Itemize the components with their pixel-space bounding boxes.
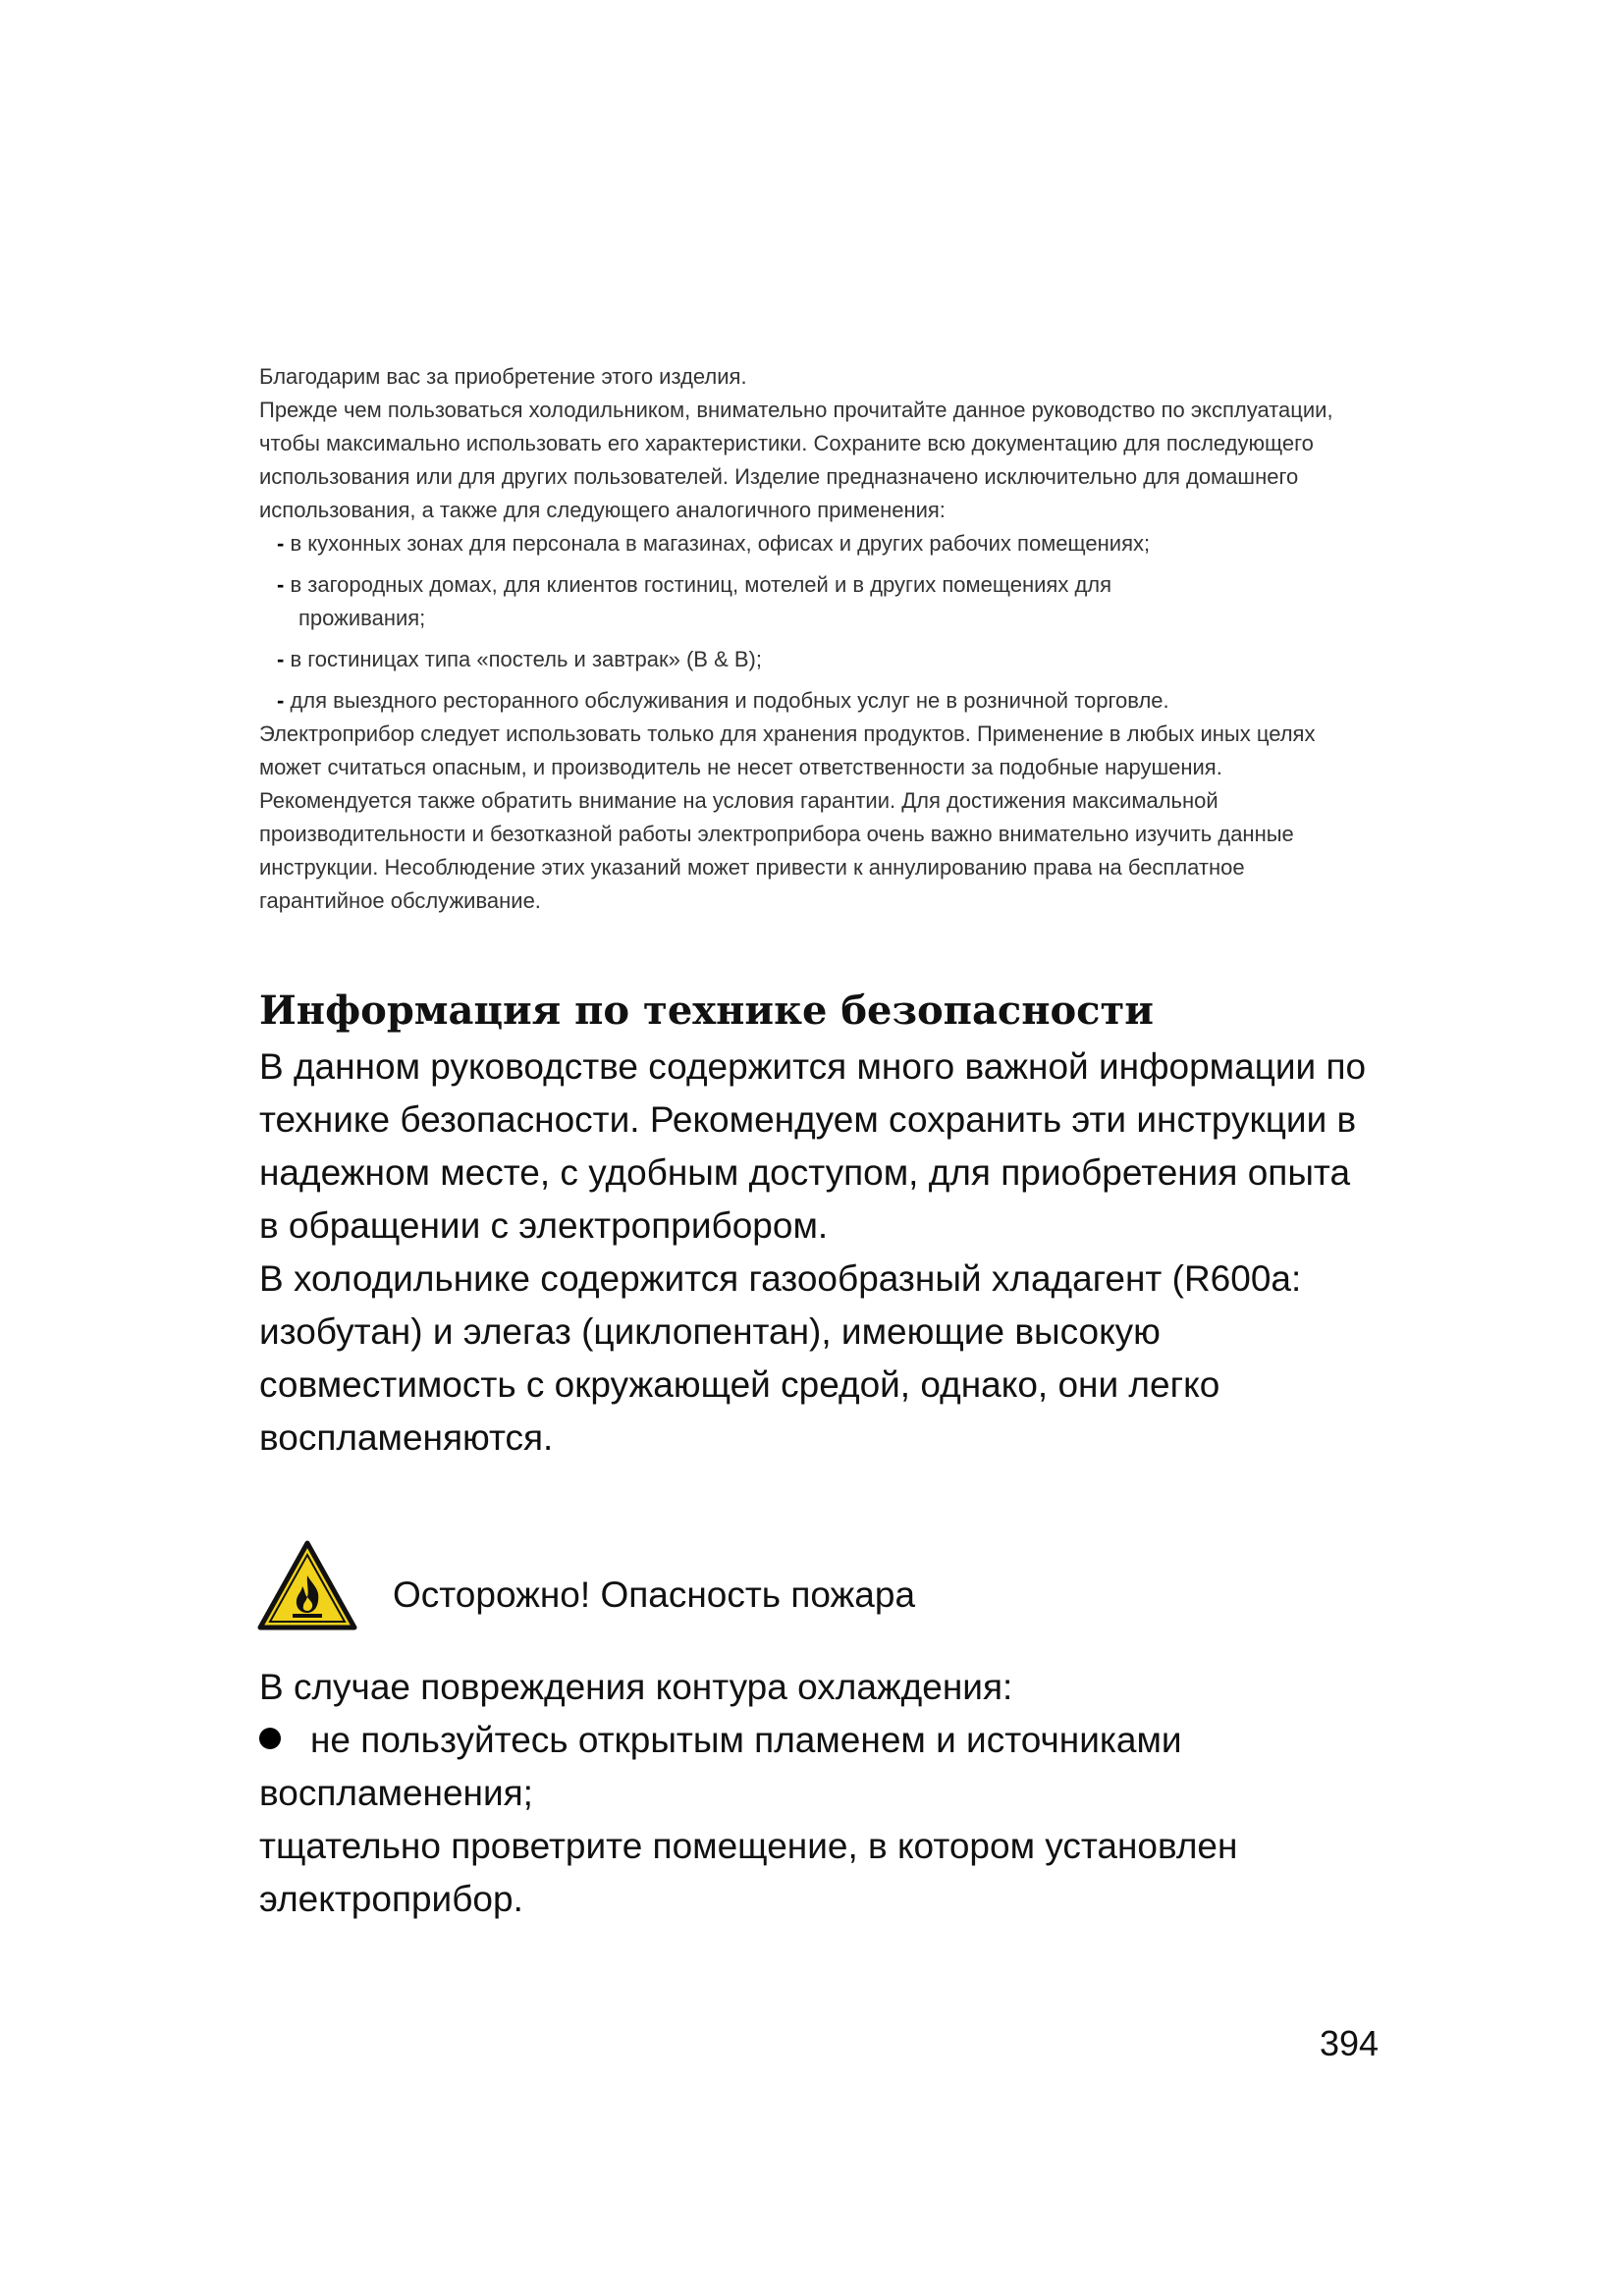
intro-bullet xyxy=(259,527,1359,561)
safety-heading: Информация по технике безопасности xyxy=(259,988,1154,1034)
bullet-text-continuation: проживания; xyxy=(298,606,426,630)
intro-thanks: Благодарим вас за приобретение этого изделия. xyxy=(259,364,747,389)
intro-bullet xyxy=(259,684,1359,718)
bullet-dash: - xyxy=(277,572,285,597)
damage-bullet xyxy=(259,1714,1369,1820)
damage-instructions xyxy=(259,1661,1369,1926)
intro-paragraph-1: Прежде чем пользоваться холодильником, внимательно прочитайте данное руководство по эксплуатации, чтобы максимально использовать его характеристики. Сохраните всю документацию для последующего использования или для других пользователей. Изделие предназначено исключительно для домашнего использования, а также для следующего аналогичного применения: xyxy=(259,398,1333,522)
warning-text: Осторожно! Опасность пожара xyxy=(393,1575,916,1615)
bullet-text: для выездного ресторанного обслуживания и подобных услуг не в розничной торговле. xyxy=(290,688,1169,713)
safety-paragraph-1: В данном руководстве содержится много важной информации по технике безопасности. Рекомендуем сохранить эти инструкции в надежном месте, с удобным доступом, для приобретения опыта в обращении с электроприбором. xyxy=(259,1046,1367,1246)
fire-hazard-icon xyxy=(257,1540,357,1630)
bullet-dash: - xyxy=(277,531,285,556)
damage-ventilate: тщательно проветрите помещение, в котором установлен электроприбор. xyxy=(259,1826,1238,1919)
safety-text xyxy=(259,1041,1369,1465)
intro-block xyxy=(259,360,1359,918)
bullet-dot-icon xyxy=(259,1728,281,1749)
fire-warning xyxy=(257,1536,915,1634)
intro-bullet xyxy=(259,568,1359,635)
bullet-text: в гостиницах типа «постель и завтрак» (B & B); xyxy=(290,647,762,671)
bullet-text: в загородных домах, для клиентов гостиниц, мотелей и в других помещениях для xyxy=(290,572,1112,597)
damage-bullet-text: не пользуйтесь открытым пламенем и источниками воспламенения; xyxy=(259,1720,1182,1813)
bullet-dash: - xyxy=(277,647,285,671)
intro-paragraph-2: Электроприбор следует использовать только для хранения продуктов. Применение в любых иных целях может считаться опасным, и производитель не несет ответственности за подобные нарушения. Рекомендуется также обратить внимание на условия гарантии. Для достижения максимальной производительности и безотказной работы электроприбора очень важно внимательно изучить данные инструкции. Несоблюдение этих указаний может привести к аннулированию права на бесплатное гарантийное обслуживание. xyxy=(259,721,1316,913)
page-number: 394 xyxy=(1320,2023,1380,2063)
bullet-text: в кухонных зонах для персонала в магазинах, офисах и других рабочих помещениях; xyxy=(290,531,1151,556)
damage-intro: В случае повреждения контура охлаждения: xyxy=(259,1667,1013,1707)
intro-bullet xyxy=(259,643,1359,676)
bullet-dash: - xyxy=(277,688,285,713)
safety-paragraph-2: В холодильнике содержится газообразный хладагент (R600a: изобутан) и элегаз (циклопентан), имеющие высокую совместимость с окружающей средой, однако, они легко воспламеняются. xyxy=(259,1258,1302,1458)
